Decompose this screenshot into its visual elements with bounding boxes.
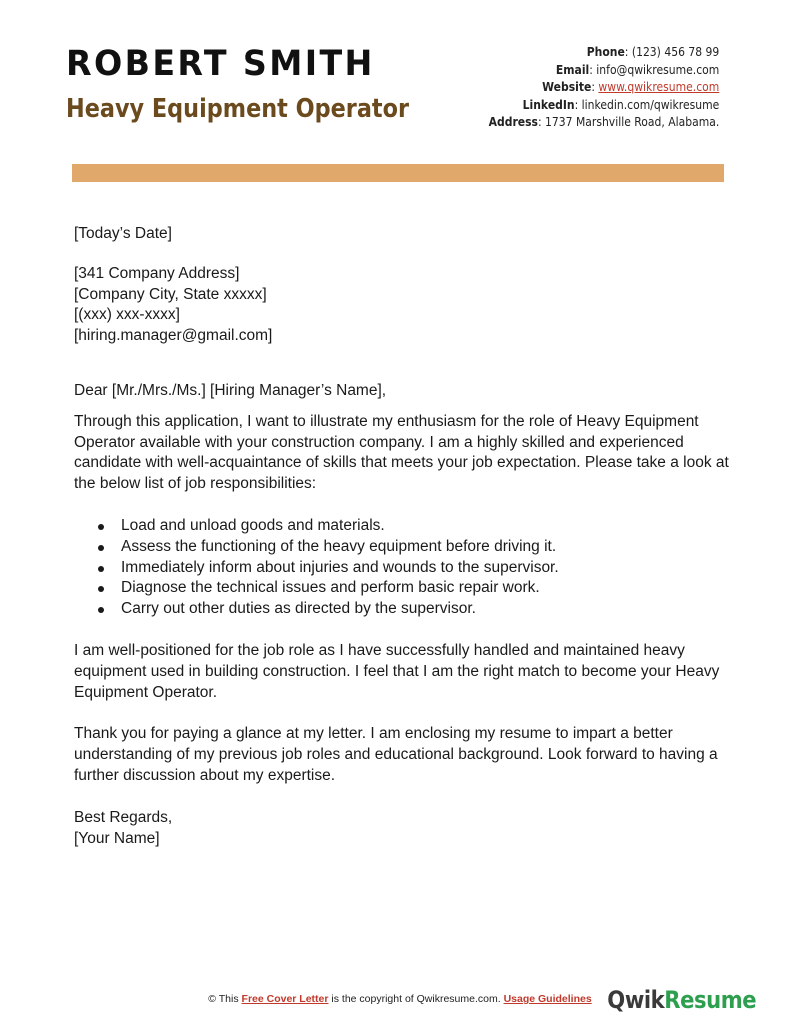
- list-item: Load and unload goods and materials.: [74, 516, 734, 537]
- recipient-block: [74, 264, 734, 347]
- contact-address: Address: 1737 Marshville Road, Alabama.: [488, 115, 719, 129]
- recipient-line: [Company City, State xxxxx]: [74, 285, 267, 303]
- list-item: Immediately inform about injuries and wounds to the supervisor.: [74, 558, 734, 579]
- bullet-icon: [98, 545, 104, 551]
- email-label: Email: [555, 62, 589, 77]
- recipient-line: [341 Company Address]: [74, 264, 240, 282]
- list-item: Assess the functioning of the heavy equipment before driving it.: [74, 537, 734, 558]
- intro-paragraph: Through this application, I want to illustrate my enthusiasm for the role of Heavy Equipment Operator available with your construction company. I am a highly skilled and experienced candidate with well-acquaintance of skills that meets your job expectation. Please take a look at the below list of job responsibilities:: [74, 412, 729, 493]
- recipient-line: [hiring.manager@gmail.com]: [74, 327, 273, 345]
- bullet-icon: [98, 566, 104, 572]
- contact-block: [488, 44, 719, 132]
- responsibilities-list: [74, 516, 734, 620]
- signature: [Your Name]: [74, 829, 160, 847]
- phone-label: Phone: [586, 45, 625, 59]
- email-value: info@qwikresume.com: [596, 62, 719, 77]
- contact-website: Website: www.qwikresume.com: [541, 80, 719, 94]
- free-cover-letter-link[interactable]: Free Cover Letter: [241, 993, 329, 1005]
- address-label: Address: [488, 115, 538, 129]
- logo-part-qwik: Qwik: [607, 986, 665, 1014]
- qwikresume-logo[interactable]: [607, 986, 756, 1014]
- letter-date: [Today’s Date]: [74, 225, 172, 242]
- phone-value: (123) 456 78 99: [631, 45, 719, 59]
- letter-body: [74, 224, 734, 849]
- contact-phone: Phone: (123) 456 78 99: [586, 45, 719, 59]
- contact-linkedin: LinkedIn: linkedin.com/qwikresume: [522, 97, 719, 112]
- bullet-icon: [98, 586, 104, 592]
- usage-guidelines-link[interactable]: Usage Guidelines: [503, 993, 592, 1005]
- recipient-line: [(xxx) xxx-xxxx]: [74, 306, 180, 324]
- contact-email: Email: info@qwikresume.com: [555, 62, 719, 77]
- candidate-name: ROBERT SMITH: [66, 44, 375, 84]
- bullet-icon: [98, 607, 104, 613]
- footer-text: is the copyright of Qwikresume.com.: [331, 993, 501, 1005]
- bullet-icon: [98, 524, 104, 530]
- linkedin-value: linkedin.com/qwikresume: [581, 97, 719, 112]
- list-item: Diagnose the technical issues and perform basic repair work.: [74, 578, 734, 599]
- logo-part-resume: Resume: [664, 986, 756, 1014]
- salutation: Dear [Mr./Mrs./Ms.] [Hiring Manager’s Name],: [74, 381, 387, 399]
- linkedin-label: LinkedIn: [522, 97, 575, 112]
- address-value: 1737 Marshville Road, Alabama.: [544, 115, 719, 129]
- job-title: Heavy Equipment Operator: [66, 94, 410, 124]
- footer-prefix: © This: [208, 993, 239, 1005]
- website-link[interactable]: www.qwikresume.com: [598, 80, 719, 94]
- list-item: Carry out other duties as directed by the supervisor.: [74, 599, 734, 620]
- website-label: Website: [541, 80, 592, 94]
- sign-off: Best Regards,: [74, 808, 173, 826]
- accent-divider: [72, 164, 724, 182]
- closing-paragraph: Thank you for paying a glance at my letter. I am enclosing my resume to impart a better understanding of my previous job roles and educational background. Look forward to having a further discussion about my expertise.: [74, 725, 718, 784]
- body-paragraph: I am well-positioned for the job role as I have successfully handled and maintained heavy equipment used in building construction. I feel that I am the right match to become your Heavy Equipment Operator.: [74, 641, 720, 701]
